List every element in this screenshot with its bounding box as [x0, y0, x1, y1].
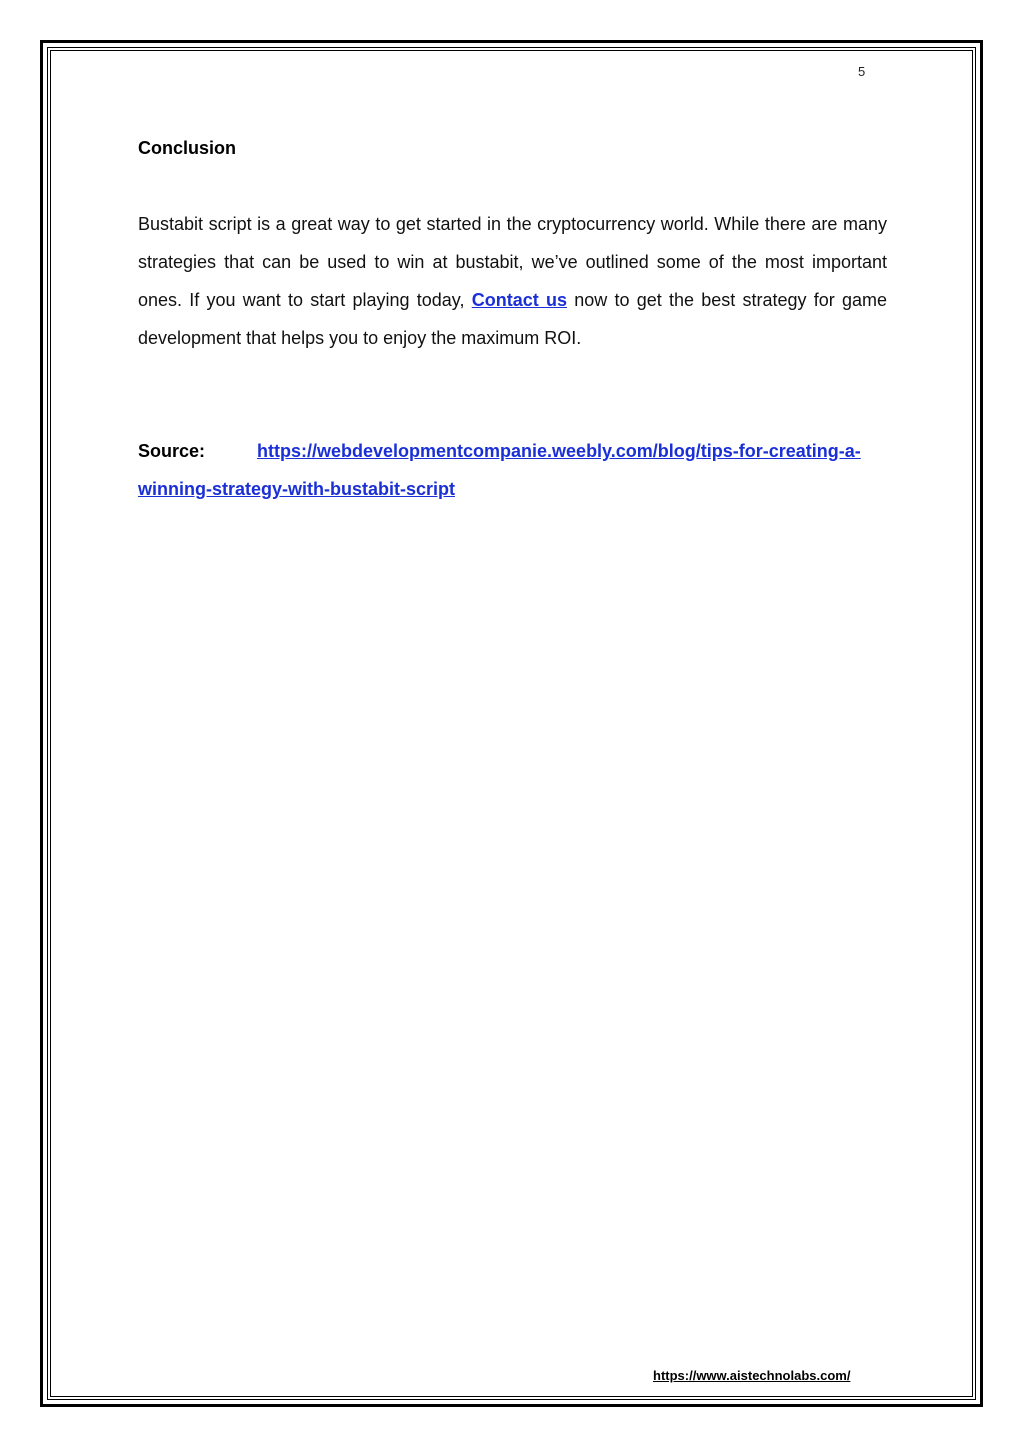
conclusion-paragraph	[138, 205, 887, 357]
paragraph-text-start: Bustabit script is a great way to get started in the cryptocurrency world. While there are many strategies that can be used to win at bustabit, we’ve outlined some of the most important ones. If you want to start playing today,	[138, 214, 887, 310]
page-number: 5	[858, 64, 866, 79]
source-label: Source:	[138, 441, 206, 461]
footer-website-link[interactable]: https://www.aistechnolabs.com/	[653, 1368, 851, 1383]
source-url-link[interactable]: https://webdevelopmentcompanie.weebly.com/blog/tips-for-creating-a-winning-strategy-with-bustabit-script	[138, 441, 861, 499]
section-heading: Conclusion	[138, 138, 236, 158]
source-block	[138, 432, 887, 508]
paragraph-text-end: now to get the best strategy for game development that helps you to enjoy the maximum ROI.	[138, 290, 888, 348]
contact-us-link[interactable]: Contact us	[471, 290, 567, 310]
